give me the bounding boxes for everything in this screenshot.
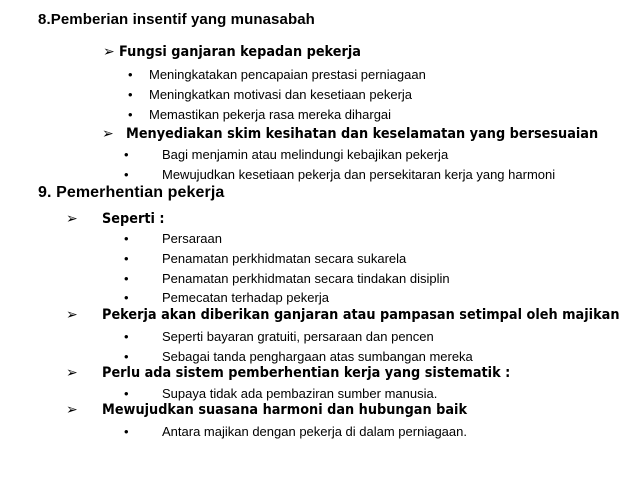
arrow-bullet-icon: ➢ bbox=[66, 307, 78, 323]
list-item: Persaraan bbox=[162, 231, 222, 246]
list-item: Memastikan pekerja rasa mereka dihargai bbox=[149, 107, 392, 122]
arrow-bullet-icon: ➢ bbox=[102, 126, 114, 142]
subheading-sistem-pemberhentian: Perlu ada sistem pemberhentian kerja yang sistematik : bbox=[102, 365, 511, 381]
subheading-ganjaran-pampasan: Pekerja akan diberikan ganjaran atau pampasan setimpal oleh majikan bbox=[102, 307, 620, 323]
bullet-icon: • bbox=[124, 349, 129, 364]
bullet-icon: • bbox=[124, 231, 129, 246]
subheading-seperti: Seperti : bbox=[102, 211, 165, 227]
bullet-icon: • bbox=[128, 107, 133, 122]
list-item: Seperti bayaran gratuiti, persaraan dan pencen bbox=[162, 329, 434, 344]
arrow-bullet-icon: ➢ bbox=[66, 402, 78, 418]
list-item: Pemecatan terhadap pekerja bbox=[162, 290, 329, 305]
bullet-icon: • bbox=[124, 386, 129, 401]
list-item: Bagi menjamin atau melindungi kebajikan pekerja bbox=[162, 147, 449, 162]
bullet-icon: • bbox=[128, 87, 133, 102]
bullet-icon: • bbox=[124, 329, 129, 344]
bullet-icon: • bbox=[124, 251, 129, 266]
section-8-heading: 8.Pemberian insentif yang munasabah bbox=[38, 11, 315, 28]
subheading-fungsi-ganjaran: Fungsi ganjaran kepadan pekerja bbox=[119, 44, 361, 60]
bullet-icon: • bbox=[124, 167, 129, 182]
bullet-icon: • bbox=[124, 290, 129, 305]
bullet-icon: • bbox=[128, 67, 133, 82]
subheading-suasana-harmoni: Mewujudkan suasana harmoni dan hubungan baik bbox=[102, 402, 468, 418]
bullet-icon: • bbox=[124, 271, 129, 286]
section-9-heading: 9. Pemerhentian pekerja bbox=[38, 184, 225, 201]
list-item: Penamatan perkhidmatan secara sukarela bbox=[162, 251, 407, 266]
list-item: Penamatan perkhidmatan secara tindakan disiplin bbox=[162, 271, 450, 286]
list-item: Meningkatakan pencapaian prestasi perniagaan bbox=[149, 67, 426, 82]
list-item: Mewujudkan kesetiaan pekerja dan persekitaran kerja yang harmoni bbox=[162, 167, 556, 182]
arrow-bullet-icon: ➢ bbox=[66, 365, 78, 381]
list-item: Meningkatkan motivasi dan kesetiaan pekerja bbox=[149, 87, 413, 102]
bullet-icon: • bbox=[124, 147, 129, 162]
list-item: Sebagai tanda penghargaan atas sumbangan mereka bbox=[162, 349, 473, 364]
subheading-skim-kesihatan: Menyediakan skim kesihatan dan keselamatan yang bersesuaian bbox=[126, 126, 599, 142]
list-item: Supaya tidak ada pembaziran sumber manusia. bbox=[162, 386, 438, 401]
arrow-bullet-icon: ➢ bbox=[66, 211, 78, 227]
list-item: Antara majikan dengan pekerja di dalam perniagaan. bbox=[162, 424, 467, 439]
arrow-bullet-icon: ➢ bbox=[103, 44, 115, 60]
bullet-icon: • bbox=[124, 424, 129, 439]
